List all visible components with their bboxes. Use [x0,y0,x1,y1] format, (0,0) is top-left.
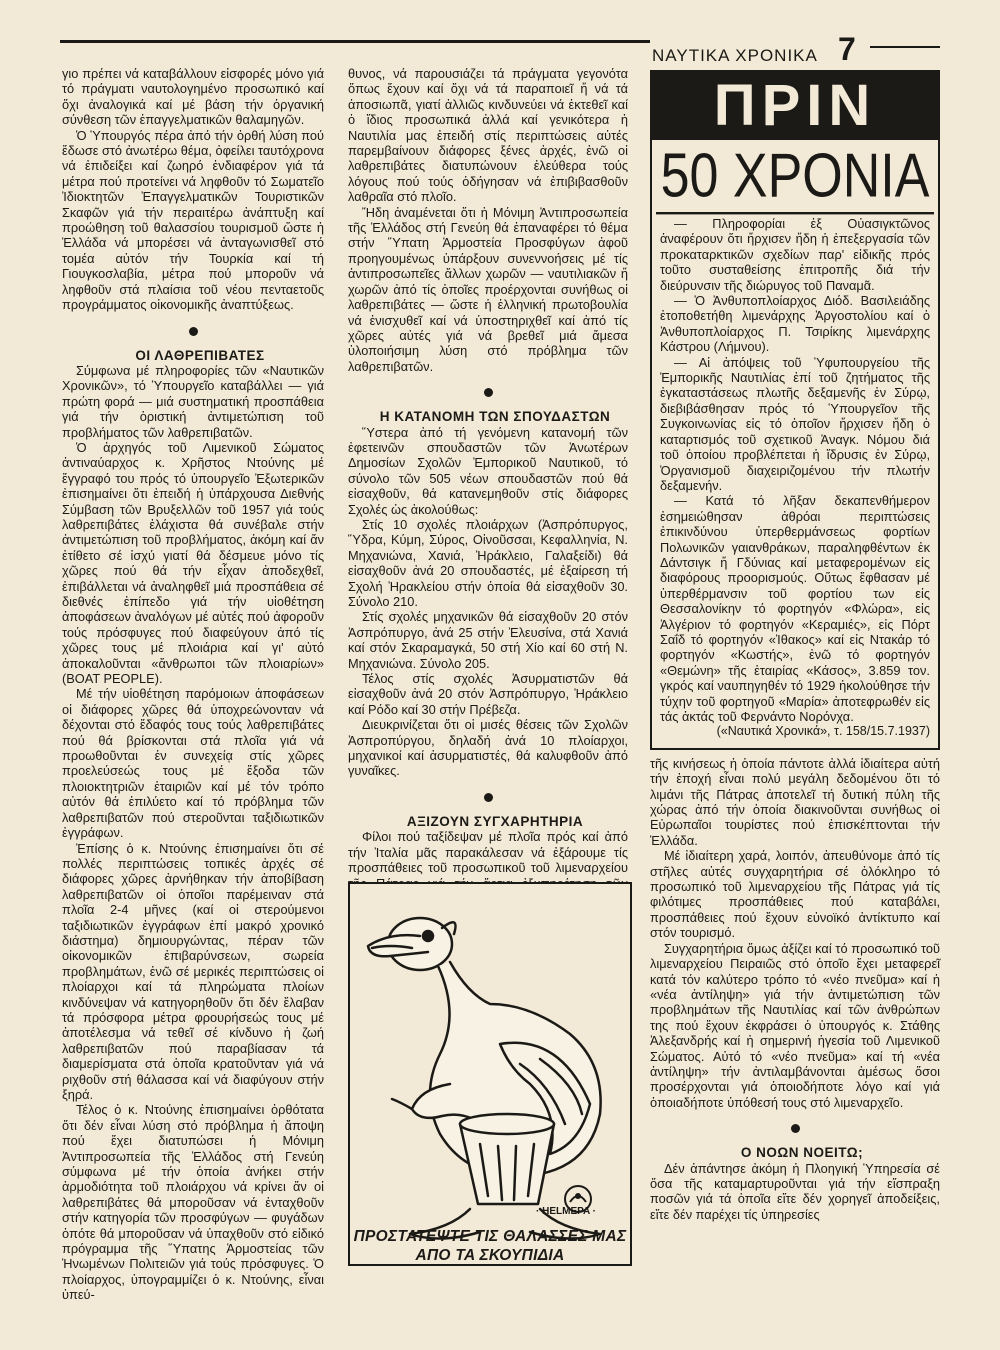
paragraph: Συγχαρητήρια ὅμως ἀξίζει καί τό προσωπικό τοῦ λιμεναρχείου Πειραιῶς στό ὁποῖο ἔχει μεταφερεῖ κατά τόν καλύτερο τρόπο τό «νέο πνεῦμα» καί ἡ «νέα ἀντίληψη» γιά τήν ἀντιμετώπιση τῶν προβλημάτων τῆς Ναυτιλίας καί τῶν ἀνθρώπων της πού ἔχουν ἐκφράσει ὁ ὑπουργός κ. Στάθης Ἀλεξανδρής καί ἡ σημερινή ἡγεσία τοῦ Λιμενικοῦ Σώματος. Αὐτό τό «νέο πνεῦμα» καί τή «νέα ἀντίληψη» τήν ἀντιλαμβάνονται ἀμέσως ὅσοι προσέρχονται γιά ὁποιοδήποτε λόγο καί γιά ὁποιαδήποτε ὑπόθεσή τους στό λιμεναρχεῖο. [650,940,940,1110]
column-3 [650,70,940,1288]
helmepa-label: · HELMEPA · [536,1206,596,1217]
paragraph: Σύμφωνα μέ πληροφορίες τῶν «Ναυτικῶν Χρονικῶν», τό Ὑπουργεῖο καταβάλλει — γιά πρώτη φορά — μιά συστηματική προσπάθεια γιά τήν ὁριστική ἀντιμετώπιση τοῦ προβλήματος τῶν λαθρεπιβατῶν. [62,362,324,440]
paragraph: Δέν ἀπάντησε ἀκόμη ἡ Πλοηγική Ὑπηρεσία σέ ὅσα τῆς καταμαρτυροῦνται γιά τήν εἴσπραξη ποσῶν γιά τά ὁποῖα εἴτε δέν χορηγεῖ ἀποδείξεις, εἴτε δέν παρέχει τίς ὑπηρεσίες [650,1160,940,1222]
section-bullet-icon [189,327,198,336]
section-heading: ΟΙ ΛΑΘΡΕΠΙΒΑΤΕΣ [135,347,265,363]
running-head: ΝΑΥΤΙΚΑ ΧΡΟΝΙΚΑ [652,46,818,65]
paragraph: Τέλος ὁ κ. Ντούνης ἐπισημαίνει ὀρθότατα ὅτι δέν εἶναι λύση στό πρόβλημα ἡ ἄποψη πού ἔχει διατυπώσει ἡ Μόνιμη Ἀντιπροσωπεία τῆς Ἑλλάδος στή Γενεύη σύμφωνα μέ τήν ὁποία ἀνήκει στήν ἁρμοδιότητα τοῦ πλοιάρχου νά κρίνει ἄν οἱ λαθρεπιβάτες θά μποροῦσαν νά ἐνταχθοῦν στήν κατηγορία τῶν προσφύγων — φυγάδων ὁπότε θά μποροῦσαν νά ὑπαχθοῦν στό εἰδικό πρόγραμμα τῆς Ὕπατης Ἁρμοστείας τῶν Ἡνωμένων Πολιτειῶν γιά τούς πρόσφυγες. Ὁ πλοίαρχος, ὑπογραμμίζει ὁ κ. Ντούνης, εἶναι ὑπεύ- [62,1102,324,1303]
box-banner-title: ΠΡΙΝ [652,72,938,140]
paragraph: τῆς κινήσεως ἡ ὁποία πάντοτε ἀλλά ἰδιαίτερα αὐτή τήν ἐποχή εἶναι πολύ μεγάλη δεδομένου ὅτι τό λιμάνι τῆς Πάτρας ἀποτελεῖ τή δυτική πύλη τῆς χώρας ἀπό τήν ὁποία διακινοῦνται συνήθως οἱ Εὐρωπαῖοι τουρίστες πού ἐπισκέπτονται τήν Ἑλλάδα. [650,755,940,848]
section-heading: Ο ΝΟΩΝ ΝΟΕΙΤΩ; [740,1145,864,1161]
paragraph: Ὁ Ὑπουργός πέρα ἀπό τήν ὀρθή λύση πού ἔδωσε στό ἀνωτέρω θέμα, ὀφείλει ταυτόχρονα νά ἐπιδείξει καί ζωηρό ἐνδιαφέρον γιά τά μέτρα πού προτείνει νά ληφθοῦν τό Σωματεῖο Ἰδιοκτητῶν Ἐπαγγελματικῶν Τουριστικῶν Σκαφῶν γιά τήν περαιτέρω ἀνάπτυξη καί προώθηση τοῦ θαλασσίου τουρισμοῦ ὥστε ἡ Ἑλλάδα νά μπορέσει νά ἀνταγωνισθεῖ στό τομέα αὐτόν τήν Τουρκία καί τή Γιουγκοσλαβία, μέτρα πού μποροῦν νά ληφθοῦν στά πλαίσια τοῦ νέου πενταετοῦς προγράμματος οἰκονομικῆς ἀναπτύξεως. [62,127,324,313]
header-rule [60,40,650,43]
paragraph: Στίς 10 σχολές πλοιάρχων (Ἀσπρόπυργος, Ὕδρα, Κύμη, Σύρος, Οἰνοῦσσαι, Κεφαλληνία, Ν. Μηχανιώνα, Χανιά, Ἡράκλειο, Γαλαξείδι) θά εἰσαχθοῦν ἀνά 20 σπουδαστές, μέ ἐξαίρεση τή Σχολή Ἡρακλείου στήν ὁποία θά εἰσαχθοῦν 30. Σύνολο 210. [348,516,628,609]
paragraph: — Κατά τό λῆξαν δεκαπενθήμερον ἐσημειώθησαν ἀθρόαι περιπτώσεις ἐπικινδύνου ὑπερθερμάνσεως φορτίων Πολωνικῶν γαιανθράκων, παραληφθέντων ἐκ Δάντσιγκ ἤ Γδύνιας καί μεταφερομένων εἰς διαφόρους προορισμούς. Οὕτως ἔφθασαν μέ ὑπερθέρμανσιν τοῦ φορτίου των εἰς Θεσσαλονίκην τό φορτηγόν «Φλώρα», εἰς Ἀλγέριον τό φορτηγόν «Κεραμιές», εἰς Πόρτ Σαΐδ τό φορτηγόν «Ἰθακος» καί εἰς Ντακάρ τό φορτηγόν «Κωστής», ἐνῶ τό φορτηγόν «Θεμώνη» τῆς ἑταιρίας «Κάσος», 3.859 τον. γκρός καί ναυπηγηθέν τό 1929 ἠκολούθησε τήν τύχην τοῦ φορτηγοῦ «Μαρία» ἀποτεφρωθέν εἰς τάς ἀκτάς τοῦ Φερνάντο Νορόνχα. [660,493,930,724]
column-1 [62,66,324,1303]
paragraph: Ὕστερα ἀπό τή γενόμενη κατανομή τῶν ἐφετεινῶν σπουδαστῶν τῶν Ἀνωτέρων Δημοσίων Σχολῶν Ἐμπορικοῦ Ναυτικοῦ, τό σύνολο τῶν 505 νέων σπουδαστῶν πού θά εἰσαχθοῦν, θά κατανεμηθοῦν στίς διάφορες Σχολές ὡς ἀκολούθως: [348,424,628,517]
box-source: («Ναυτικά Χρονικά», τ. 158/15.7.1937) [716,724,930,739]
slogan-line: ΑΠΟ ΤΑ ΣΚΟΥΠΙΔΙΑ [415,1247,565,1264]
paragraph: Μέ τήν υἱοθέτηση παρόμοιων ἀποφάσεων οἱ διάφορες χῶρες θά ὑποχρεώνονταν νά δέχονται στό ἔδαφός τους τούς λαθρεπιβάτες πού θά βρίσκονται στά πλοῖα γιά νά προωθοῦνται ἐν συνεχείᾳ στίς χῶρες προελεύσεώς τους μέ ἔξοδα τῶν πλοιοκτητριῶν ἑταιριῶν καί μέ τόν τρόπο αὐτόν θά ἐπιλύετο καί τό πρόβλημα τῶν λαθρεπιβατῶν πού στεροῦνται ταξιδιωτικῶν ἐγγράφων. [62,686,324,841]
section-heading: Η ΚΑΤΑΝΟΜΗ ΤΩΝ ΣΠΟΥΔΑΣΤΩΝ [379,409,611,425]
section-bullet-icon [484,793,493,802]
paragraph: γιο πρέπει νά καταβάλλουν εἰσφορές μόνο γιά τό πράγματι ναυτολογημένο προσωπικό καί ὄχι ἀναλογικά καί μέ βάση τήν ὀργανική σύνθεση τῶν ἐπαγγελματικῶν θαλαμηγῶν. [62,66,324,128]
paragraph: Τέλος στίς σχολές Ἀσυρματιστῶν θά εἰσαχθοῦν ἀνά 20 στόν Ἀσπρόπυργο, Ἡράκλειο καί Ρόδο καί 30 στήν Πρέβεζα. [348,671,628,717]
paragraph: Ἤδη ἀναμένεται ὅτι ἡ Μόνιμη Ἀντιπροσωπεία τῆς Ἑλλάδος στή Γενεύη θά ἐπαναφέρει τό θέμα στήν Ὕπατη Ἁρμοστεία Προσφύγων ἀφοῦ προηγουμένως ὑπάρξουν συνεννοήσεις μέ τίς ἀντιπροσωπεῖες ἄλλων χωρῶν — ναυτιλιακῶν ἤ χωρῶν ἀπό τίς ὁποῖες προέρχονται συνήθως οἱ λαθρεπιβάτες — ὥστε ἡ ἑλληνική πρωτοβουλία νά ἐνισχυθεῖ καί νά ὑποστηριχθεῖ καί ἀπό τίς χῶρες αὐτές γιά νά βρεθεῖ μιά ἄμεσα ὑλοποιήσιμη λύση στό πρόβλημα τῶν λαθρεπιβατῶν. [348,204,628,374]
paragraph: Ὁ ἀρχηγός τοῦ Λιμενικοῦ Σώματος ἀντιναύαρχος κ. Χρῆστος Ντούνης μέ ἔγγραφό του πρός τό ὑπουργεῖο Ἐξωτερικῶν ἐπισημαίνει ὅτι ἐπειδή ἡ ὑπάρχουσα Διεθνής Σύμβαση τῶν Βρυξελλῶν τοῦ 1957 γιά τούς λαθρεπιβάτες ἐλάχιστα θά συνέβαλε στήν ἀντιμετώπιση τοῦ προβλήματος, ἀκόμη καί ἄν ἐτίθετο σέ ἰσχύ γιατί θά δέσμευε μόνο τίς χῶρες πού θά τήν εἶχαν ἀποδεχθεῖ, ἐπιβάλλεται νά ἀναληφθεῖ μιά προσπάθεια σέ διεθνές ἐπίπεδο γιά τήν υἱοθέτηση ἀποφάσεων ἀναλόγων μέ αὐτές πού ἀφοροῦν τούς πρόσφυγες πού διαφεύγουν ἀπό τίς χῶρες τους μέ πλοιάρια καί γι' αὐτό ἀποκαλοῦνται «ἄνθρωποι τῶν πλοιαρίων» (BOAT PEOPLE). [62,439,324,687]
paragraph: Διευκρινίζεται ὅτι οἱ μισές θέσεις τῶν Σχολῶν Ἀσπροπύργου, δηλαδή ἀνά 10 πλοίαρχοι, μηχανικοί καί ἀσυρματιστές, θά καλυφθοῦν ἀπό γυναῖκες. [348,717,628,779]
history-box [650,70,940,750]
slogan-line: ΠΡΟΣΤΑΤΕΨΤΕ ΤΙΣ ΘΑΛΑΣΣΕΣ ΜΑΣ [353,1228,627,1245]
paragraph: — Ὁ Ἀνθυποπλοίαρχος Διόδ. Βασιλειάδης ἐτοποθετήθη λιμενάρχης Ἀργοστολίου καί ὁ Ἀνθυποπλοίαρχος Π. Τσιρίκης λιμενάρχης Κάστρου (Λήμνου). [660,293,930,355]
paragraph: Ἐπίσης ὁ κ. Ντούνης ἐπισημαίνει ὅτι σέ πολλές περιπτώσεις τοπικές ἀρχές σέ διάφορες χῶρες ἀρνήθηκαν τήν ἀποβίβαση λαθρεπιβατῶν οἱ ὁποῖοι παρέμειναν στά πλοῖα 2-4 μῆνες (καί οἱ στερούμενοι ταξιδιωτικῶν ἐγγράφων ἐπί μακρό χρονικό διάστημα) δημιουργώντας, πέραν τῶν οἰκονομικῶν ἐπιβαρύνσεων, σωρεία προβλημάτων, ἐνῶ σέ μερικές περιπτώσεις οἱ πλοίαρχοι καί τά πληρώματα πλοίων κινδύνεψαν νά κατηγορηθοῦν ὅτι δέν ἔλαβαν τά πρόσφορα μέτρα φρουρήσεώς τους μέ ἀποτέλεσμα νά τεθεῖ σέ κίνδυνο ἡ ζωή λαθρεπιβατῶν πού παραβίασαν τά διαμερίσματα στά ὁποῖα κρατοῦνταν γιά νά ριχθοῦν στή θάλασσα καί νά διαφύγουν στήν ξηρά. [62,840,324,1102]
paragraph: θυνος, νά παρουσιάζει τά πράγματα γεγονότα ὅπως ἔχουν καί ὄχι νά τά παραποιεῖ ἤ νά τά ἀποσιωπᾶ, γιατί ἀλλιῶς κινδυνεύει νά ἐκτεθεῖ καί ὁ ἴδιος προσωπικά ἀλλά καί γενικότερα ἡ Ναυτιλία μας ἐπειδή στίς περιπτώσεις αὐτές παρεμβαίνουν διάφορες ξένες ἀρχές, ἐνῶ οἱ λαθρεπιβάτες διατυπώνουν ἐλεύθερα τούς λόγους πού τούς ὁδήγησαν νά ἐπιβιβασθοῦν λαθραῖα στό πλοῖο. [348,66,628,205]
paragraph: Μέ ἰδιαίτερη χαρά, λοιπόν, ἀπευθύνομε ἀπό τίς στῆλες αὐτές συγχαρητήρια σέ ὁλόκληρο τό προσωπικό τοῦ λιμεναρχείου τῆς Πάτρας γιά τίς φιλότιμες προσπάθειες πού καταβάλει, προσπάθειες πού ἔχουν εὐνοϊκό ἀντίκτυπο καί στόν τουρισμό. [650,848,940,941]
paragraph: — Πληροφορίαι ἐξ Οὐασιγκτῶνος ἀναφέρουν ὅτι ἤρχισεν ἤδη ἡ ἐπεξεργασία τῶν προκαταρκτικῶν σχεδίων παρ' εἰδικῆς πρός τοῦτο συσταθείσης ἐπιτροπῆς διά τήν διεύρυνσιν τῆς διώρυγος τοῦ Παναμᾶ. [660,216,930,293]
box-banner-subtitle: 50 ΧΡΟΝΙΑ [656,138,934,215]
header-rule-right [870,46,940,48]
paragraph: Στίς σχολές μηχανικῶν θά εἰσαχθοῦν 20 στόν Ἀσπρόπυργο, ἀνά 25 στήν Ἐλευσίνα, στά Χανιά καί στόν Σκαραμαγκά, 50 στή Χίο καί 60 στή Ν. Μηχανιώνα. Σύνολο 205. [348,609,628,671]
paragraph: Φίλοι πού ταξίδεψαν μέ πλοῖα πρός καί ἀπό τήν Ἰταλία μᾶς παρακάλεσαν νά ἐξάρουμε τίς προσπάθειες τοῦ προσωπικοῦ τοῦ λιμεναρχείου [348,829,628,876]
section-heading: ΑΞΙΖΟΥΝ ΣΥΓΧΑΡΗΤΗΡΙΑ [406,813,584,829]
cartoon-slogan [345,1227,635,1265]
section-bullet-icon [791,1124,800,1133]
section-bullet-icon [484,388,493,397]
page-number: 7 [838,31,856,67]
paragraph: — Αἱ ἀπόψεις τοῦ Ὑφυπουργείου τῆς Ἐμπορικῆς Ναυτιλίας ἐπί τοῦ ζητήματος τῆς ἐγκαταστάσεως πλωτῆς δεξαμενῆς ἐν Σύρῳ, διεβιβάσθησαν πρός τό Ὑπουργεῖον τῆς Συγκοινωνίας εἰς τό ὁποῖον ἤρχισεν ἤδη ὁ καταρτισμός τοῦ σχετικοῦ Ἀναγκ. Νόμου διά τοῦ ὁποίου προβλέπεται ἡ ἵδρυσις ἐν Σύρῳ, Ὀργανισμοῦ διαχειριζομένου τήν πλωτήν δεξαμενήν. [660,354,930,493]
